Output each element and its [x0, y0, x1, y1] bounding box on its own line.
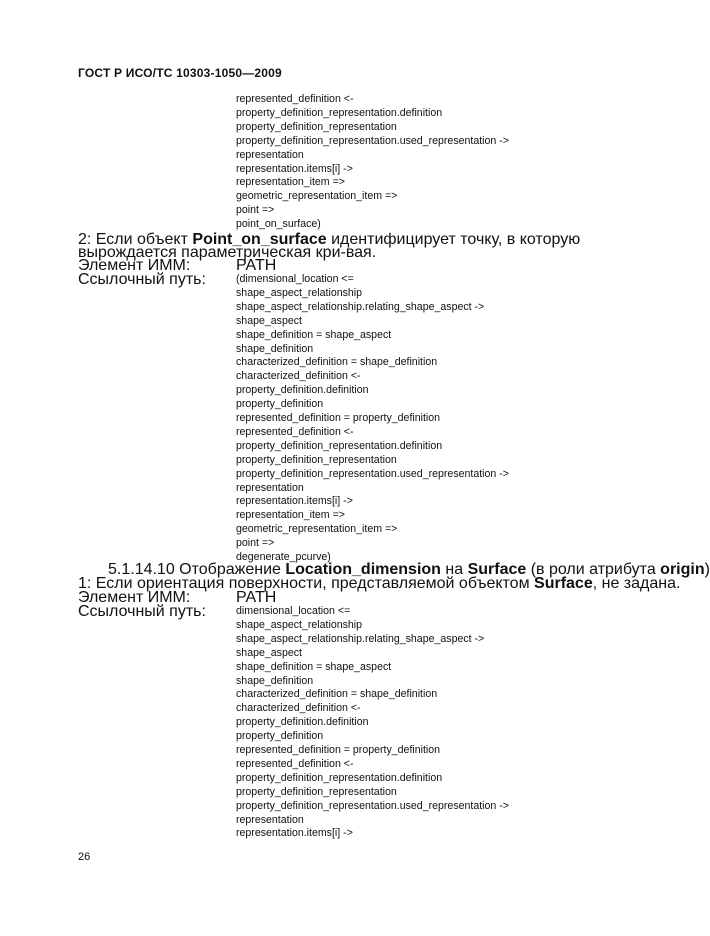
path-line: property_definition: [236, 398, 324, 411]
note-2: [78, 233, 618, 259]
path-line: shape_definition = shape_aspect: [236, 328, 392, 341]
section-number: 5.1.14.10: [108, 561, 175, 578]
path-line: point =>: [236, 537, 275, 550]
path-line: (dimensional_location <=: [236, 273, 354, 285]
path-line: characterized_definition <-: [236, 702, 361, 715]
path-line: shape_aspect_relationship: [236, 286, 363, 299]
path-line: property_definition_representation.used_representation ->: [236, 799, 509, 812]
section-term-1: Location_dimension: [285, 561, 441, 578]
path-line: shape_aspect_relationship.relating_shape_aspect ->: [236, 300, 485, 313]
path-line: characterized_definition <-: [236, 370, 361, 383]
path-line: representation.items[i] ->: [236, 162, 353, 175]
path-line: point_on_surface): [236, 218, 321, 231]
path-line: degenerate_pcurve): [236, 551, 331, 563]
path-line: representation: [236, 148, 304, 161]
path-line: property_definition.definition: [236, 716, 369, 729]
path-line: property_definition_representation: [236, 120, 397, 133]
path-line: characterized_definition = shape_definition: [236, 688, 438, 701]
path-line: geometric_representation_item =>: [236, 190, 398, 203]
path-line: represented_definition <-: [236, 757, 354, 770]
path-line: shape_aspect_relationship: [236, 618, 363, 631]
path-line: shape_aspect: [236, 646, 302, 659]
note-1-prefix: 1: Если ориентация поверхности, представляемой объектом: [78, 575, 535, 592]
path-line: property_definition_representation: [236, 785, 397, 798]
element-label: Элемент ИММ:: [78, 257, 191, 274]
path-line: property_definition: [236, 730, 324, 743]
path-line: representation.items[i] ->: [236, 827, 353, 840]
path-line: geometric_representation_item =>: [236, 523, 398, 536]
note-1-suffix: , не задана.: [592, 575, 681, 592]
note-2-term: Point_on_surface: [192, 231, 327, 248]
path-line: representation: [236, 481, 304, 494]
note-2-suffix: идентифицирует точку, в которую вырождается параметрическая кри-вая.: [78, 231, 581, 261]
path-line: property_definition_representation.used_representation ->: [236, 467, 509, 480]
path-line: represented_definition <-: [236, 93, 354, 105]
section-heading: 5.1.14.10 Отображение Location_dimension на Surface (в роли атрибута origin): [108, 561, 710, 578]
path-line: property_definition.definition: [236, 384, 369, 397]
note-2-prefix: 2: Если объект: [78, 231, 193, 248]
path-line: shape_definition: [236, 342, 314, 355]
path-line: represented_definition = property_definition: [236, 744, 441, 756]
path-line: representation.items[i] ->: [236, 495, 353, 508]
path-line: shape_aspect: [236, 314, 302, 327]
path-line: property_definition_representation.definition: [236, 106, 443, 119]
path-line: represented_definition = property_definition: [236, 412, 441, 424]
section-term-2: Surface: [467, 561, 527, 578]
reference-path-label: Ссылочный путь:: [78, 271, 206, 288]
path-line: dimensional_location <=: [236, 605, 351, 617]
path-line: point =>: [236, 204, 275, 217]
path-line: characterized_definition = shape_definition: [236, 356, 438, 369]
note-1-term: Surface: [534, 575, 593, 592]
element-value-3: PATH: [236, 589, 277, 606]
path-line: represented_definition <-: [236, 425, 354, 438]
reference-path-label-3: Ссылочный путь:: [78, 603, 206, 620]
element-value: PATH: [236, 257, 277, 274]
page-number: 26: [78, 851, 91, 863]
path-line: shape_aspect_relationship.relating_shape_aspect ->: [236, 632, 485, 645]
path-line: property_definition_representation: [236, 453, 397, 466]
path-line: shape_definition: [236, 674, 314, 687]
document-header: ГОСТ Р ИСО/ТС 10303-1050—2009: [78, 66, 282, 80]
path-line: shape_definition = shape_aspect: [236, 660, 392, 673]
path-line: representation_item =>: [236, 509, 345, 522]
path-line: property_definition_representation.used_representation ->: [236, 134, 509, 147]
path-line: property_definition_representation.definition: [236, 771, 443, 784]
path-line: representation_item =>: [236, 176, 345, 189]
path-line: property_definition_representation.definition: [236, 439, 443, 452]
section-term-3: origin: [660, 561, 705, 578]
element-label-3: Элемент ИММ:: [78, 589, 191, 606]
path-line: representation: [236, 813, 304, 826]
